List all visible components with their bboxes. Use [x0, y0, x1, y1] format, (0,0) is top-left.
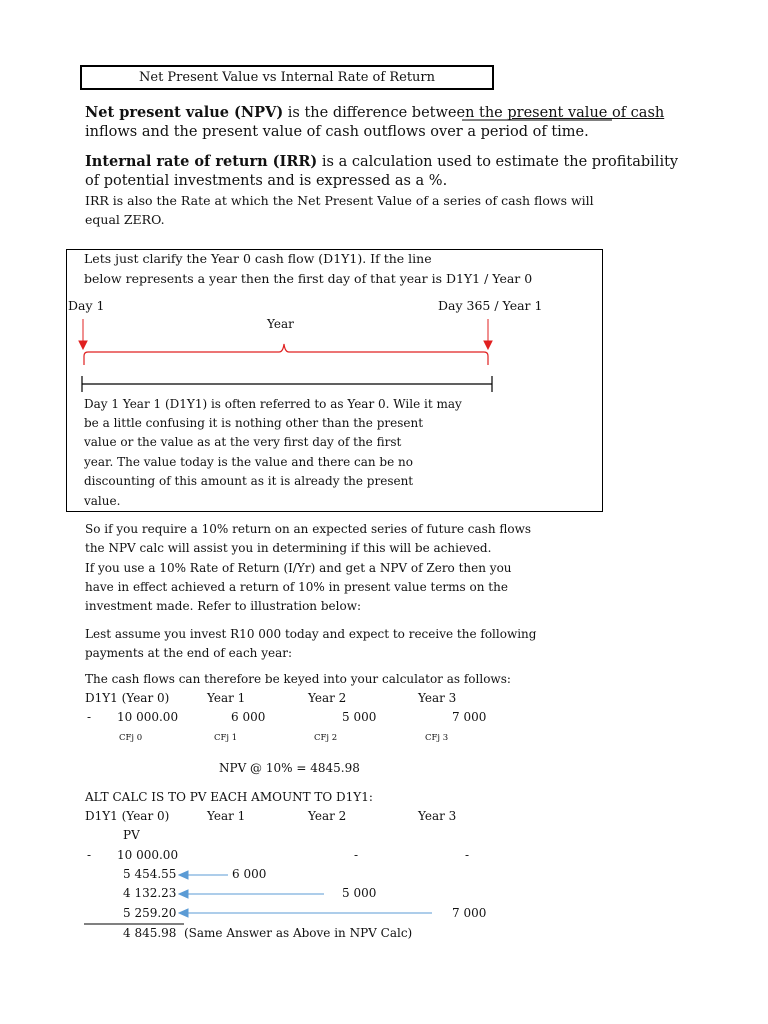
pv-value-year3: 5 259.20: [123, 906, 177, 920]
clarify-para-line-2: be a little confusing it is nothing other than the present: [84, 416, 424, 430]
cf-label-0: CFj 0: [119, 733, 143, 743]
body-para2-line-2: payments at the end of each year:: [85, 646, 293, 660]
t1-header-year1: Year 1: [207, 691, 246, 705]
cf-label-1: CFj 1: [214, 733, 238, 743]
t1-sign: -: [87, 710, 92, 724]
npv-result: NPV @ 10% = 4845.98: [219, 761, 360, 775]
alt-sign: -: [87, 848, 92, 862]
t1-header-year2: Year 2: [308, 691, 347, 705]
arrowhead-year1-icon: [179, 871, 188, 879]
clarify-para-line-5: discounting of this amount as it is already the present: [84, 474, 414, 488]
alt-year3-dash: -: [465, 848, 470, 862]
page-title: Net Present Value vs Internal Rate of Return: [80, 65, 494, 90]
cf-label-2: CFj 2: [314, 733, 338, 743]
body-para2-line-1: Lest assume you invest R10 000 today and expect to receive the following: [85, 627, 537, 641]
arrowhead-year3-icon: [179, 909, 188, 917]
npv-text: is the difference between the: [283, 105, 508, 121]
pv-arrows: [179, 871, 432, 917]
clarify-line-2: below represents a year then the first day of that year is D1Y1 / Year 0: [84, 271, 533, 286]
t1-value-year3: 7 000: [452, 710, 487, 724]
alt-header-year1: Year 1: [207, 809, 246, 823]
irr-definition-line-4: equal ZERO.: [85, 212, 165, 227]
present-value-link[interactable]: present value of cash: [507, 105, 665, 121]
alt-header-year3: Year 3: [418, 809, 457, 823]
future-value-year1: 6 000: [232, 867, 267, 881]
alt-header-year2: Year 2: [308, 809, 347, 823]
alt-heading: ALT CALC IS TO PV EACH AMOUNT TO D1Y1:: [85, 790, 373, 804]
irr-text: is a calculation used to estimate the profitability: [317, 154, 679, 170]
year-label: Year: [267, 317, 294, 331]
day-365-label: Day 365 / Year 1: [438, 298, 543, 313]
pv-value-year1: 5 454.55: [123, 867, 177, 881]
cf-label-3: CFj 3: [425, 733, 449, 743]
day-1-label: Day 1: [68, 298, 105, 313]
body-para1-line-4: have in effect achieved a return of 10% in present value terms on the: [85, 580, 508, 594]
clarify-para-line-1: Day 1 Year 1 (D1Y1) is often referred to as Year 0. Wile it may: [84, 397, 462, 411]
clarify-para-line-3: value or the value as at the very first day of the first: [84, 435, 402, 449]
cashflow-intro: The cash flows can therefore be keyed into your calculator as follows:: [85, 672, 511, 686]
body-para1-line-1: So if you require a 10% return on an expected series of future cash flows: [85, 522, 532, 536]
t1-value-year2: 5 000: [342, 710, 377, 724]
alt-year0-value: 10 000.00: [117, 848, 179, 862]
irr-definition-line-2: of potential investments and is expressed as a %.: [85, 173, 448, 189]
body-para1-line-5: investment made. Refer to illustration below:: [85, 599, 362, 613]
body-para1-line-2: the NPV calc will assist you in determining if this will be achieved.: [85, 541, 492, 555]
clarify-line-1: Lets just clarify the Year 0 cash flow (D1Y1). If the line: [84, 251, 432, 266]
npv-definition-line-1: [85, 104, 664, 121]
npv-term: Net present value (NPV): [85, 104, 284, 121]
t1-value-year0: 10 000.00: [117, 710, 179, 724]
irr-term: Internal rate of return (IRR): [85, 153, 318, 170]
pv-value-year2: 4 132.23: [123, 886, 177, 900]
arrowhead-year2-icon: [179, 890, 188, 898]
t1-header-year0: D1Y1 (Year 0): [85, 691, 170, 705]
alt-header-year0: D1Y1 (Year 0): [85, 809, 170, 823]
irr-definition-line-3: IRR is also the Rate at which the Net Present Value of a series of cash flows will: [85, 193, 594, 208]
clarify-para-line-4: year. The value today is the value and there can be no: [84, 455, 413, 469]
t1-header-year3: Year 3: [418, 691, 457, 705]
t1-value-year1: 6 000: [231, 710, 266, 724]
alt-total-note: (Same Answer as Above in NPV Calc): [184, 926, 413, 940]
alt-year2-dash: -: [354, 848, 359, 862]
alt-pv-label: PV: [123, 828, 140, 842]
irr-definition-line-1: [85, 153, 678, 170]
npv-definition-line-2: inflows and the present value of cash outflows over a period of time.: [85, 124, 589, 140]
future-value-year3: 7 000: [452, 906, 487, 920]
alt-total: 4 845.98: [123, 926, 177, 940]
body-para1-line-3: If you use a 10% Rate of Return (I/Yr) and get a NPV of Zero then you: [85, 561, 512, 575]
clarification-box: [66, 249, 603, 512]
clarify-para-line-6: value.: [84, 494, 121, 508]
future-value-year2: 5 000: [342, 886, 377, 900]
